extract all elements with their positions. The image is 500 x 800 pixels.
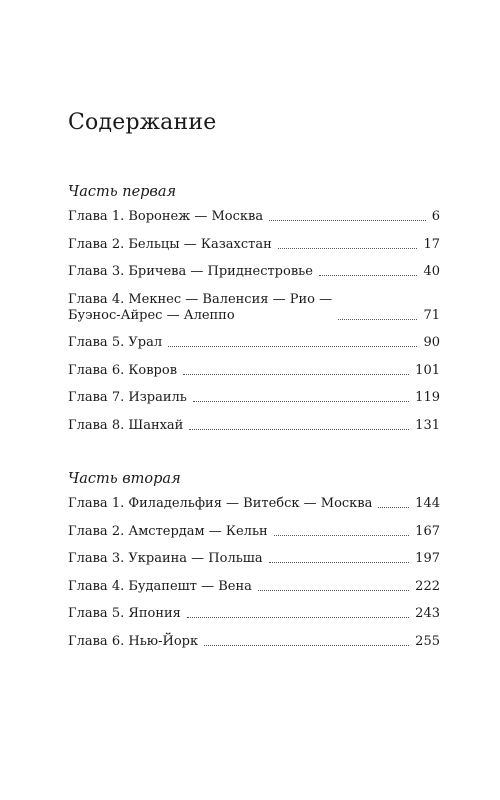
dot-leader bbox=[189, 428, 409, 430]
page-number: 197 bbox=[415, 551, 440, 566]
page-number: 71 bbox=[423, 307, 440, 323]
dot-leader bbox=[319, 274, 418, 276]
toc-entry bbox=[68, 551, 440, 567]
dot-leader bbox=[187, 616, 409, 618]
dot-leader bbox=[258, 589, 409, 591]
page-number: 6 bbox=[431, 209, 440, 224]
chapter-title: Глава 2. Амстердам — Кельн bbox=[68, 523, 268, 539]
part-second bbox=[68, 469, 440, 661]
dot-leader bbox=[168, 345, 417, 347]
toc-entry bbox=[68, 390, 440, 406]
dot-leader bbox=[204, 644, 409, 646]
page-number: 222 bbox=[415, 578, 440, 594]
chapter-title: Глава 1. Воронеж — Москва bbox=[68, 209, 264, 224]
toc-entry bbox=[68, 335, 440, 351]
toc-entry bbox=[68, 418, 440, 434]
page-number: 144 bbox=[415, 496, 440, 511]
dot-leader bbox=[378, 506, 409, 508]
chapter-title: Глава 6. Нью-Йорк bbox=[68, 633, 199, 649]
page-number: 255 bbox=[415, 633, 440, 649]
toc-entry bbox=[68, 606, 440, 622]
toc-entry bbox=[68, 363, 440, 379]
page-number: 131 bbox=[415, 417, 440, 433]
dot-leader bbox=[269, 219, 426, 221]
part-heading: Часть вторая bbox=[68, 471, 181, 487]
chapter-title: Глава 4. Будапешт — Вена bbox=[68, 578, 252, 594]
toc-entry bbox=[68, 496, 440, 512]
chapter-title: Глава 4. Мекнес — Валенсия — Рио — Буэнос-Айрес — Алеппо bbox=[68, 291, 333, 323]
dot-leader bbox=[278, 247, 418, 249]
chapter-title: Глава 2. Бельцы — Казахстан bbox=[68, 236, 272, 252]
chapter-title: Глава 5. Япония bbox=[68, 606, 181, 621]
toc-entry bbox=[68, 579, 440, 595]
page-number: 119 bbox=[415, 390, 440, 405]
page-number: 90 bbox=[423, 335, 440, 350]
page-number: 101 bbox=[415, 362, 440, 378]
dot-leader bbox=[338, 318, 417, 320]
chapter-title: Глава 5. Урал bbox=[68, 335, 163, 350]
dot-leader bbox=[183, 373, 409, 375]
toc-entry bbox=[68, 524, 440, 540]
page-number: 17 bbox=[423, 236, 440, 252]
chapter-title: Глава 6. Ковров bbox=[68, 362, 178, 378]
toc-entry bbox=[68, 209, 440, 225]
chapter-title: Глава 1. Филадельфия — Витебск — Москва bbox=[68, 496, 373, 511]
page-title: Содержание bbox=[68, 110, 217, 135]
part-first bbox=[68, 182, 440, 445]
page-number: 167 bbox=[415, 523, 440, 539]
page-number: 40 bbox=[423, 264, 440, 279]
dot-leader bbox=[269, 561, 410, 563]
chapter-title: Глава 3. Бричева — Приднестровье bbox=[68, 264, 313, 279]
dot-leader bbox=[274, 534, 409, 536]
toc-entry bbox=[68, 237, 440, 253]
chapter-title: Глава 3. Украина — Польша bbox=[68, 551, 263, 566]
chapter-title: Глава 7. Израиль bbox=[68, 390, 187, 405]
dot-leader bbox=[193, 400, 409, 402]
page-number: 243 bbox=[415, 606, 440, 621]
chapter-title: Глава 8. Шанхай bbox=[68, 417, 184, 433]
toc-entry bbox=[68, 264, 440, 280]
part-heading: Часть первая bbox=[68, 184, 177, 200]
toc-entry bbox=[68, 634, 440, 650]
toc-entry bbox=[68, 292, 440, 324]
